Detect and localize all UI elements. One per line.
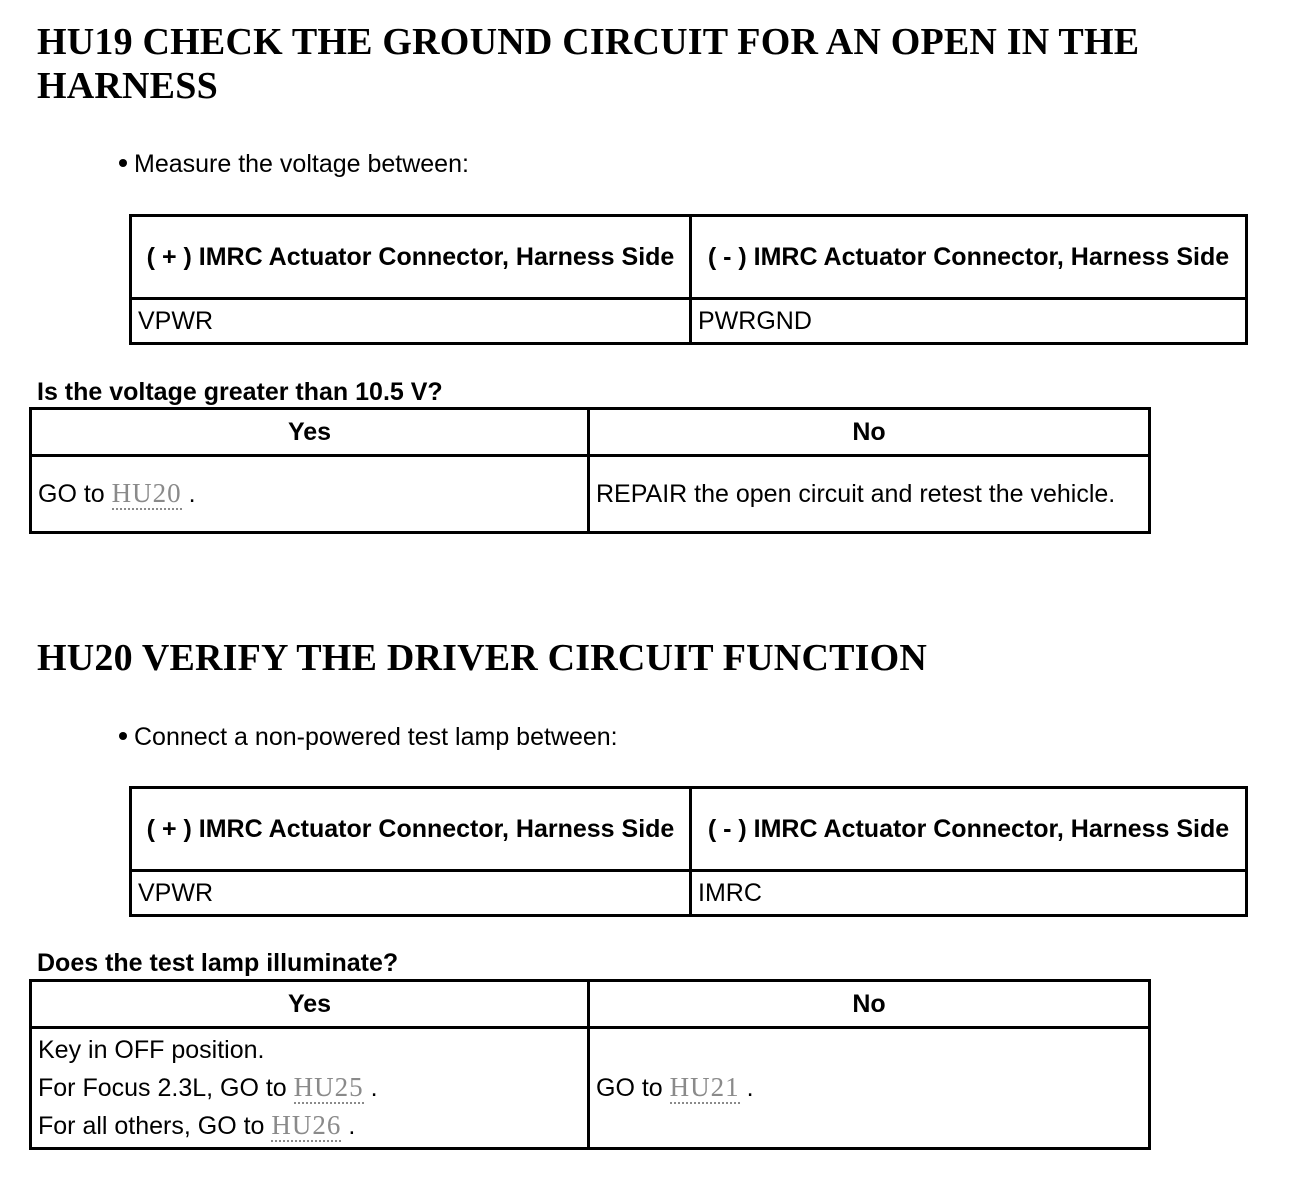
yes-cell bbox=[31, 456, 589, 533]
cell-text: For all others, GO to bbox=[38, 1111, 265, 1140]
column-header-negative: ( - ) IMRC Actuator Connector, Harness Side bbox=[691, 216, 1247, 299]
table-cell: VPWR bbox=[131, 871, 691, 916]
instruction-text: Measure the voltage between: bbox=[134, 150, 469, 178]
column-header-negative: ( - ) IMRC Actuator Connector, Harness Side bbox=[691, 788, 1247, 871]
table-cell: VPWR bbox=[131, 299, 691, 344]
instruction-text: Connect a non-powered test lamp between: bbox=[134, 723, 618, 751]
table-row bbox=[31, 456, 1150, 533]
hu21-link[interactable]: HU21 bbox=[669, 1072, 740, 1102]
column-header-positive: ( + ) IMRC Actuator Connector, Harness Side bbox=[131, 788, 691, 871]
result-table bbox=[29, 979, 1151, 1150]
test-question: Does the test lamp illuminate? bbox=[37, 949, 399, 977]
cell-text: . bbox=[370, 1073, 378, 1102]
no-cell bbox=[589, 1028, 1150, 1149]
cell-line: Key in OFF position. bbox=[38, 1035, 265, 1064]
hu25-link[interactable]: HU25 bbox=[293, 1071, 364, 1102]
column-header-no: No bbox=[589, 409, 1150, 456]
section-heading-hu20: HU20 VERIFY THE DRIVER CIRCUIT FUNCTION bbox=[37, 637, 928, 679]
column-header-yes: Yes bbox=[31, 981, 589, 1028]
table-row bbox=[31, 1028, 1150, 1149]
table-cell: PWRGND bbox=[691, 299, 1247, 344]
connector-table bbox=[129, 214, 1248, 345]
table-row bbox=[131, 871, 1247, 916]
table-row bbox=[131, 299, 1247, 344]
cell-text: . bbox=[188, 480, 196, 508]
hu20-link[interactable]: HU20 bbox=[111, 478, 182, 508]
hu26-link[interactable]: HU26 bbox=[271, 1109, 342, 1140]
result-table bbox=[29, 407, 1151, 534]
column-header-positive: ( + ) IMRC Actuator Connector, Harness Side bbox=[131, 216, 691, 299]
cell-text: GO to bbox=[38, 480, 105, 508]
column-header-yes: Yes bbox=[31, 409, 589, 456]
cell-text: GO to bbox=[596, 1074, 663, 1102]
instruction-bullet bbox=[119, 149, 469, 179]
yes-cell bbox=[31, 1028, 589, 1149]
table-cell: IMRC bbox=[691, 871, 1247, 916]
bullet-icon bbox=[119, 159, 127, 167]
cell-text: For Focus 2.3L, GO to bbox=[38, 1073, 287, 1102]
cell-line bbox=[38, 1107, 581, 1145]
connector-table bbox=[129, 786, 1248, 917]
section-heading-hu19: HU19 CHECK THE GROUND CIRCUIT FOR AN OPEN IN THE HARNESS bbox=[37, 21, 1140, 107]
bullet-icon bbox=[119, 732, 127, 740]
cell-line bbox=[38, 1069, 581, 1107]
instruction-bullet bbox=[119, 722, 618, 752]
cell-text: . bbox=[348, 1111, 356, 1140]
no-cell: REPAIR the open circuit and retest the vehicle. bbox=[589, 456, 1150, 533]
test-question: Is the voltage greater than 10.5 V? bbox=[37, 378, 443, 406]
cell-text: . bbox=[746, 1074, 754, 1102]
column-header-no: No bbox=[589, 981, 1150, 1028]
